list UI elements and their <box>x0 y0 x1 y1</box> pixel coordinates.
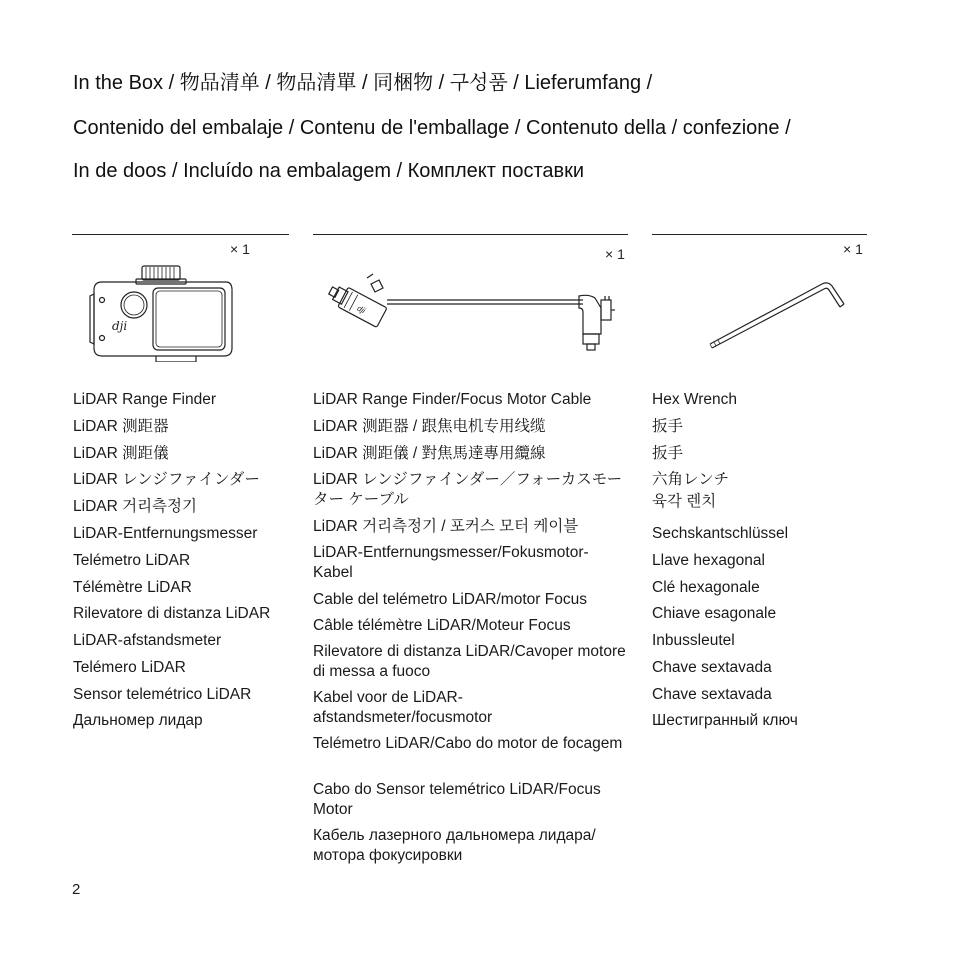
item-name: Chave sextavada <box>652 659 772 676</box>
item-name: Câble télémètre LiDAR/Moteur Focus <box>313 617 571 634</box>
item-name: Telémero LiDAR <box>73 659 186 676</box>
item-name: LiDAR 거리측정기 / 포커스 모터 케이블 <box>313 518 579 535</box>
item-name: Chiave esagonale <box>652 605 777 622</box>
quantity-label: × 1 <box>843 241 863 257</box>
heading-line-3: In de doos / Incluído na embalagem / Комплект поставки <box>73 160 585 182</box>
item-name: Rilevatore di distanza LiDAR/Cavoper motore di messa a fuoco <box>313 643 626 680</box>
item-name: Cable del telémetro LiDAR/motor Focus <box>313 591 587 608</box>
item-column-cable <box>313 234 628 864</box>
item-name: Кабель лазерного дальномера лидара/мотора фокусировки <box>313 827 596 864</box>
item-name: Télémètre LiDAR <box>73 579 192 596</box>
quantity-label: × 1 <box>230 241 250 257</box>
item-column-range-finder <box>72 234 289 729</box>
page-number: 2 <box>72 881 81 898</box>
item-name: Kabel voor de LiDAR-afstandsmeter/focusmotor <box>313 689 493 726</box>
item-name: LiDAR 거리측정기 <box>73 498 197 515</box>
item-name: 六角レンチ <box>652 471 730 488</box>
item-names-hex-wrench <box>652 390 798 738</box>
item-name: LiDAR-Entfernungsmesser <box>73 525 258 542</box>
column-divider <box>72 234 289 235</box>
item-name: Rilevatore di distanza LiDAR <box>73 605 271 622</box>
item-name: Sechskantschlüssel <box>652 525 789 542</box>
item-name: Chave sextavada <box>652 686 772 703</box>
item-name: LiDAR 測距儀 / 對焦馬達專用纜線 <box>313 445 546 462</box>
item-name: LiDAR レンジファインダー <box>73 471 260 488</box>
item-name: 扳手 <box>652 445 684 462</box>
item-column-hex-wrench <box>652 234 867 729</box>
item-name: Шестигранный ключ <box>652 712 798 729</box>
item-name: LiDAR-Entfernungsmesser/Fokusmotor-Kabel <box>313 544 589 581</box>
svg-text:dji: dji <box>355 303 367 316</box>
item-name: Clé hexagonale <box>652 579 760 596</box>
item-name: 육각 렌치 <box>652 493 717 510</box>
item-names-cable <box>313 390 628 870</box>
item-name: LiDAR 测距器 <box>73 418 169 435</box>
heading-line-2: Contenido del embalaje / Contenu de l'emballage / Contenuto della / confezione / <box>73 117 791 139</box>
column-divider <box>652 234 867 235</box>
item-name: Llave hexagonal <box>652 552 765 569</box>
item-name: LiDAR 测距器 / 跟焦电机专用线缆 <box>313 418 546 435</box>
item-names-range-finder <box>73 390 270 738</box>
item-name: 扳手 <box>652 418 684 435</box>
item-name: Дальномер лидар <box>73 712 203 729</box>
item-name: LiDAR Range Finder/Focus Motor Cable <box>313 391 592 408</box>
heading-line-1: In the Box / 物品清单 / 物品清單 / 同梱物 / 구성품 / Lieferumfang / <box>73 72 653 94</box>
column-divider <box>313 234 628 235</box>
svg-text:dji: dji <box>112 319 128 333</box>
lidar-range-finder-icon <box>86 262 236 367</box>
item-name: Inbussleutel <box>652 632 735 649</box>
item-name: Hex Wrench <box>652 391 737 408</box>
quantity-label: × 1 <box>605 246 625 262</box>
item-name: Sensor telemétrico LiDAR <box>73 686 252 703</box>
lidar-cable-icon <box>321 260 633 357</box>
item-name: LiDAR Range Finder <box>73 391 217 408</box>
hex-wrench-icon <box>704 278 854 359</box>
item-name: Telémetro LiDAR/Cabo do motor de focagem <box>313 735 623 752</box>
item-name: Telémetro LiDAR <box>73 552 191 569</box>
item-name: LiDAR 測距儀 <box>73 445 169 462</box>
item-name: Cabo do Sensor telemétrico LiDAR/Focus Motor <box>313 781 601 818</box>
item-name: LiDAR-afstandsmeter <box>73 632 222 649</box>
item-name: LiDAR レンジファインダー／フォーカスモーター ケーブル <box>313 471 623 508</box>
